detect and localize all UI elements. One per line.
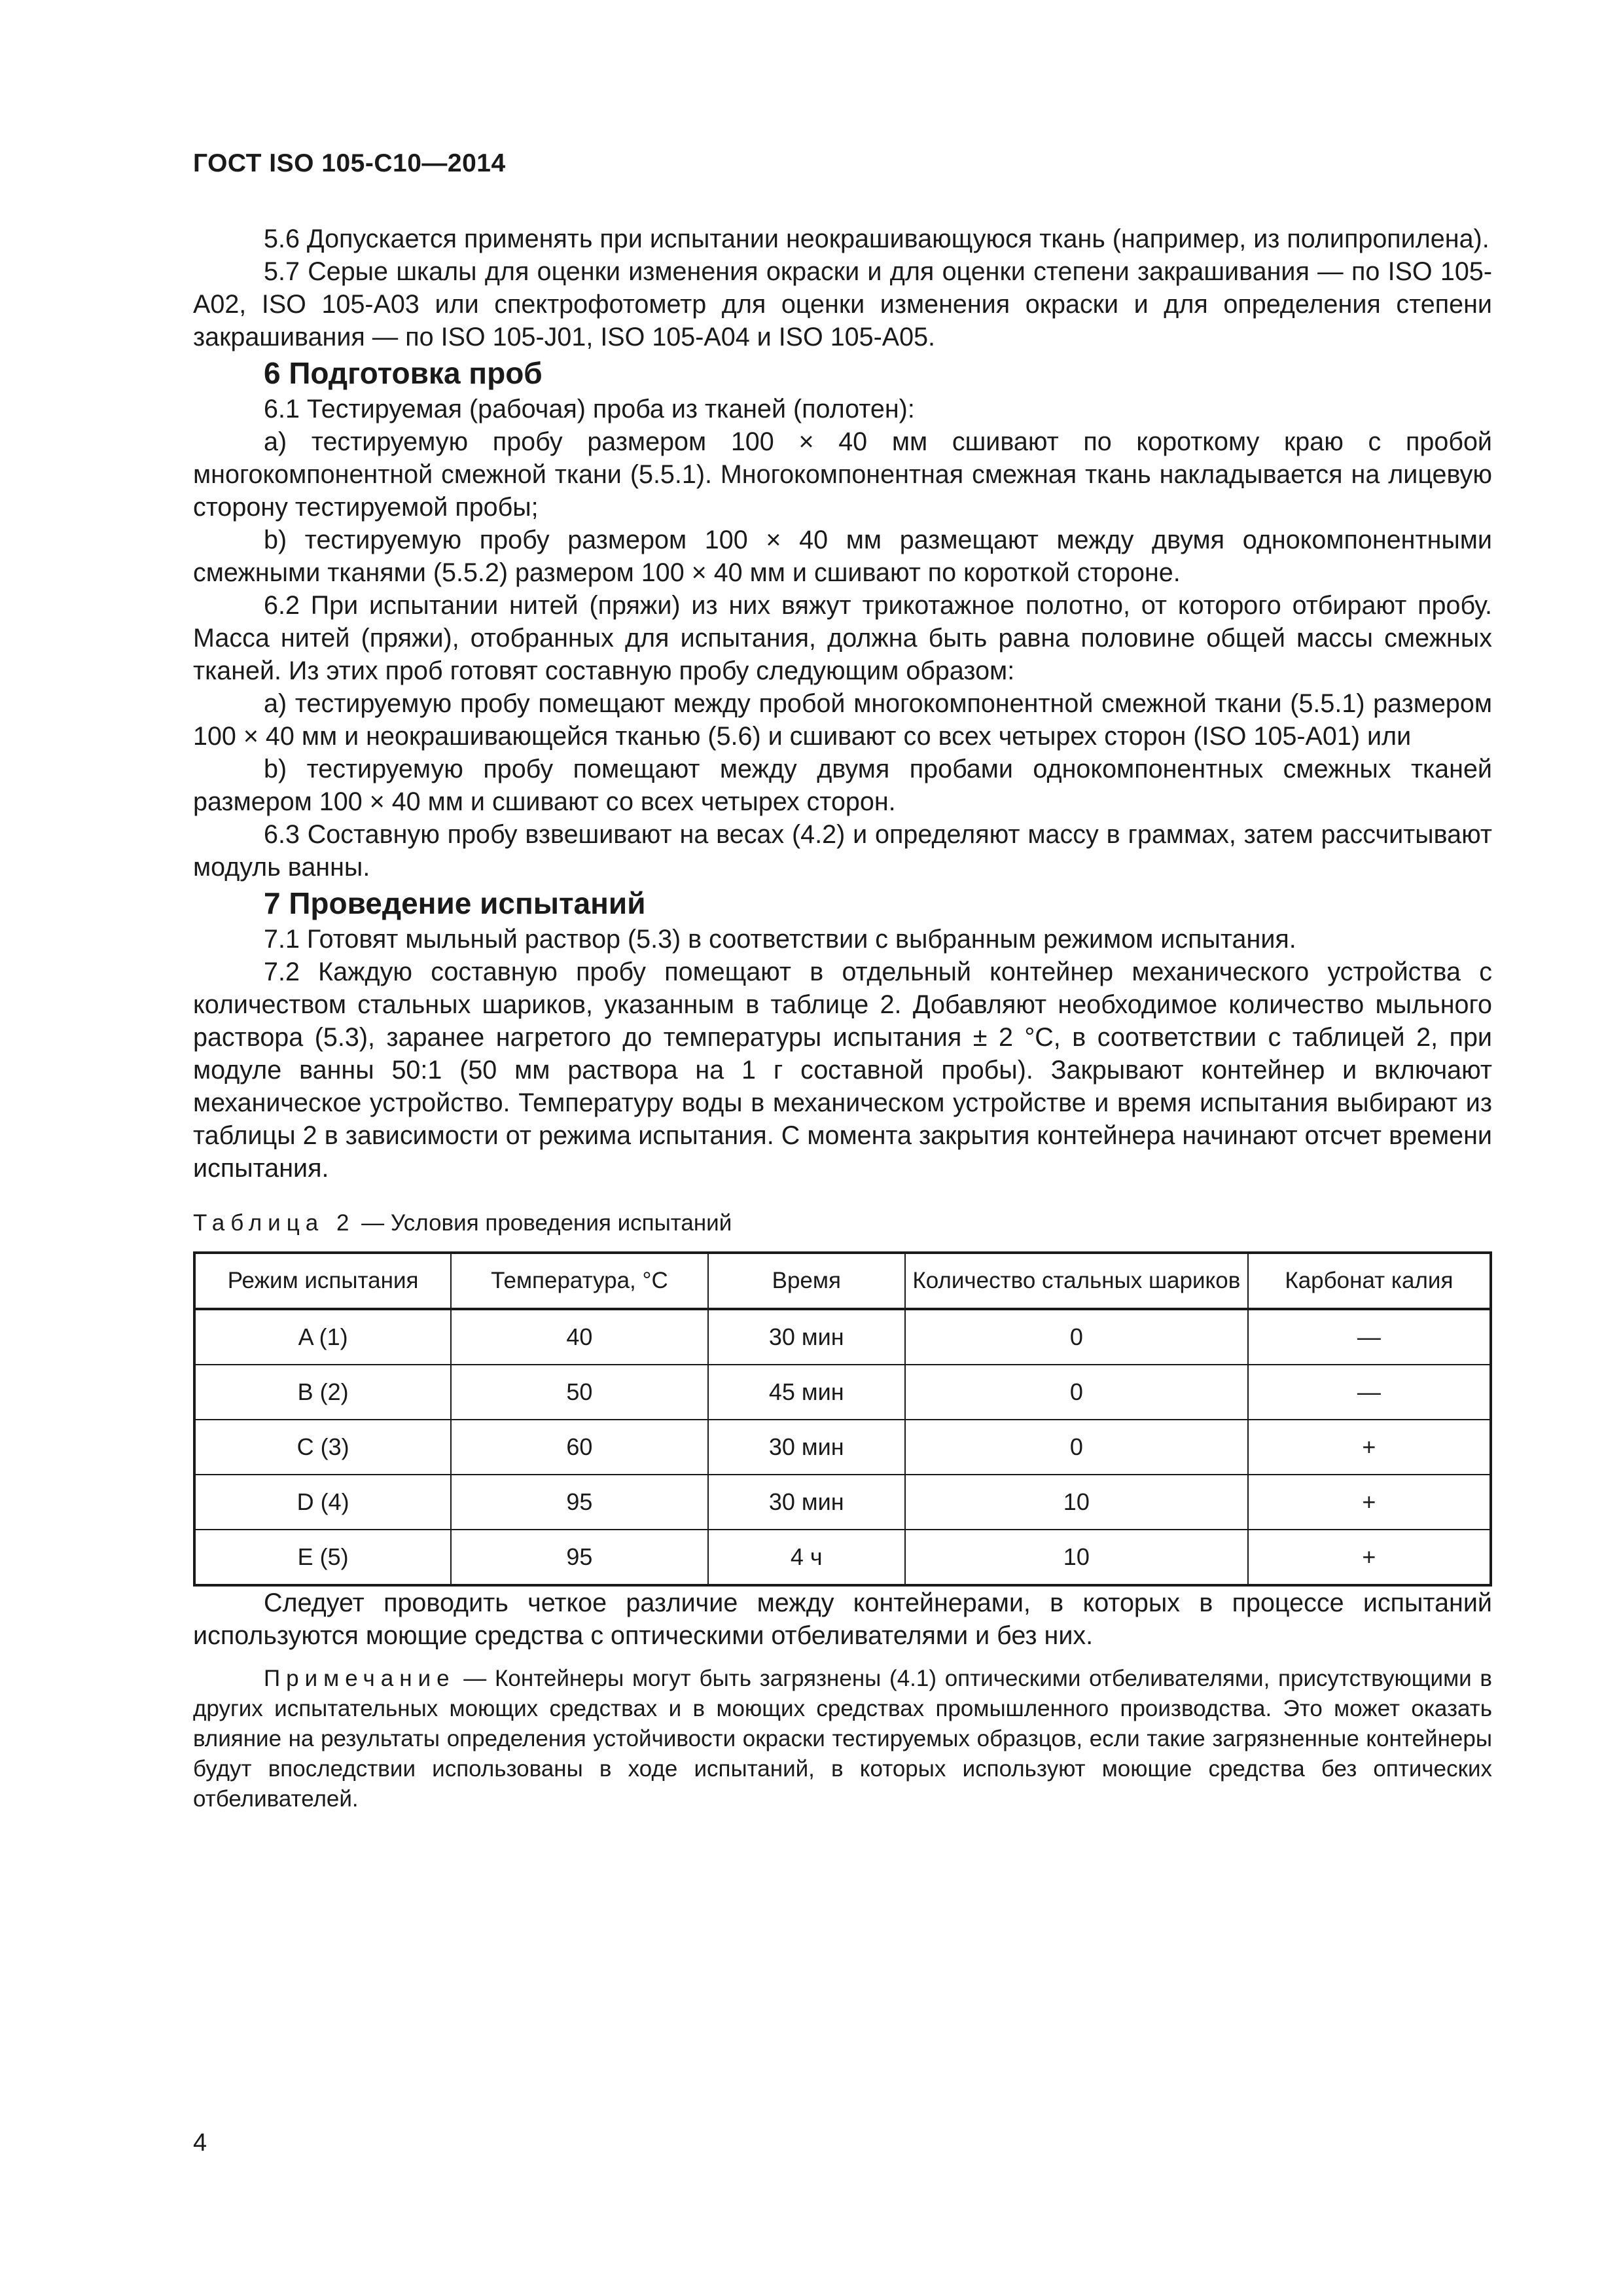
table-row	[194, 1475, 1491, 1530]
paragraph-7-2: 7.2 Каждую составную пробу помещают в отдельный контейнер механического устройства с количеством стальных шариков, указанным в таблице 2. Добавляют необходимое количество мыльного раствора (5.3), заранее нагретого до температуры испытания ± 2 °C, в соответствии с таблицей 2, при модуле ванны 50:1 (50 мм раствора на 1 г составной пробы). Закрывают контейнер и включают механическое устройство. Температуру воды в механическом устройстве и время испытания выбирают из таблицы 2 в зависимости от режима испытания. С момента закрытия контейнера начинают отсчет времени испытания.	[193, 958, 1492, 1183]
cell-potassium-carbonate: +	[1248, 1475, 1491, 1530]
table-caption-text: Условия проведения испытаний	[390, 1210, 732, 1236]
cell-potassium-carbonate: +	[1248, 1530, 1491, 1585]
document-header: ГОСТ ISO 105-C10—2014	[193, 149, 506, 177]
cell-time: 30 мин	[708, 1475, 905, 1530]
note-paragraph	[193, 1664, 1492, 1814]
cell-steel-balls: 10	[905, 1530, 1248, 1585]
cell-time: 30 мин	[708, 1420, 905, 1475]
table-row	[194, 1309, 1491, 1365]
cell-mode: E (5)	[194, 1530, 451, 1585]
page-content	[193, 223, 1492, 1837]
cell-mode: B (2)	[194, 1365, 451, 1420]
paragraph-6-2-a: а) тестируемую пробу помещают между пробой многокомпонентной смежной ткани (5.5.1) размером 100 × 40 мм и неокрашивающейся тканью (5.6) и сшивают со всех четырех сторон (ISO 105-A01) или	[193, 689, 1492, 751]
cell-mode: C (3)	[194, 1420, 451, 1475]
paragraph-5-7: 5.7 Серые шкалы для оценки изменения окраски и для оценки степени закрашивания — по ISO 105-A02, ISO 105-A03 или спектрофотометр для оценки изменения окраски и для определения степени закрашивания — по ISO 105-J01, ISO 105-A04 и ISO 105-A05.	[193, 257, 1492, 351]
paragraph-container-distinction: Следует проводить четкое различие между контейнерами, в которых в процессе испытаний используются моющие средства с оптическими отбеливателями и без них.	[193, 1588, 1492, 1650]
cell-potassium-carbonate: +	[1248, 1420, 1491, 1475]
cell-steel-balls: 0	[905, 1420, 1248, 1475]
cell-potassium-carbonate: —	[1248, 1309, 1491, 1365]
table-row	[194, 1530, 1491, 1585]
paragraph-6-1: 6.1 Тестируемая (рабочая) проба из тканей (полотен):	[264, 395, 915, 423]
column-header-temperature: Температура, °C	[451, 1253, 707, 1309]
table-caption	[193, 1207, 1492, 1240]
cell-temperature: 95	[451, 1530, 707, 1585]
cell-time: 4 ч	[708, 1530, 905, 1585]
cell-time: 45 мин	[708, 1365, 905, 1420]
cell-steel-balls: 10	[905, 1475, 1248, 1530]
paragraph-6-2: 6.2 При испытании нитей (пряжи) из них вяжут трикотажное полотно, от которого отбирают пробу. Масса нитей (пряжи), отобранных для испытания, должна быть равна половине общей массы смежных тканей. Из этих проб готовят составную пробу следующим образом:	[193, 591, 1492, 685]
cell-mode: A (1)	[194, 1309, 451, 1365]
section-7-title: 7 Проведение испытаний	[264, 886, 646, 920]
cell-potassium-carbonate: —	[1248, 1365, 1491, 1420]
section-6-title: 6 Подготовка проб	[264, 356, 543, 390]
cell-temperature: 40	[451, 1309, 707, 1365]
paragraph-6-3: 6.3 Составную пробу взвешивают на весах (4.2) и определяют массу в граммах, затем рассчитывают модуль ванны.	[193, 820, 1492, 882]
cell-temperature: 95	[451, 1475, 707, 1530]
table-caption-dash: —	[355, 1210, 391, 1236]
column-header-time: Время	[708, 1253, 905, 1309]
page-number: 4	[193, 2129, 207, 2157]
column-header-potassium-carbonate: Карбонат калия	[1248, 1253, 1491, 1309]
cell-steel-balls: 0	[905, 1365, 1248, 1420]
paragraph-6-1-a: а) тестируемую пробу размером 100 × 40 мм сшивают по короткому краю с пробой многокомпонентной смежной ткани (5.5.1). Многокомпонентная смежная ткань накладывается на лицевую сторону тестируемой пробы;	[193, 427, 1492, 522]
table-row	[194, 1365, 1491, 1420]
table-row	[194, 1420, 1491, 1475]
note-dash: —	[455, 1666, 495, 1691]
cell-mode: D (4)	[194, 1475, 451, 1530]
cell-temperature: 50	[451, 1365, 707, 1420]
column-header-steel-balls: Количество стальных шариков	[905, 1253, 1248, 1309]
table-caption-label: Таблица 2	[193, 1210, 355, 1236]
paragraph-5-6: 5.6 Допускается применять при испытании неокрашивающуюся ткань (например, из полипропилена).	[264, 224, 1489, 253]
paragraph-6-2-b: b) тестируемую пробу помещают между двумя пробами однокомпонентных смежных тканей размером 100 × 40 мм и сшивают со всех четырех сторон.	[193, 755, 1492, 816]
paragraph-6-1-b: b) тестируемую пробу размером 100 × 40 мм размещают между двумя однокомпонентными смежными тканями (5.5.2) размером 100 × 40 мм и сшивают по короткой стороне.	[193, 526, 1492, 587]
paragraph-7-1: 7.1 Готовят мыльный раствор (5.3) в соответствии с выбранным режимом испытания.	[264, 925, 1296, 954]
table-header-row	[194, 1253, 1491, 1309]
cell-temperature: 60	[451, 1420, 707, 1475]
cell-steel-balls: 0	[905, 1309, 1248, 1365]
note-label: Примечание	[264, 1666, 455, 1691]
note-text: Контейнеры могут быть загрязнены (4.1) оптическими отбеливателями, присутствующими в других испытательных моющих средствах и в моющих средствах промышленного производства. Это может оказать влияние на результаты определения устойчивости окраски тестируемых образцов, если такие загрязненные контейнеры будут впоследствии использованы в ходе испытаний, в которых используют моющие средства без оптических отбеливателей.	[193, 1666, 1493, 1812]
test-conditions-table	[193, 1251, 1492, 1587]
cell-time: 30 мин	[708, 1309, 905, 1365]
column-header-mode: Режим испытания	[194, 1253, 451, 1309]
